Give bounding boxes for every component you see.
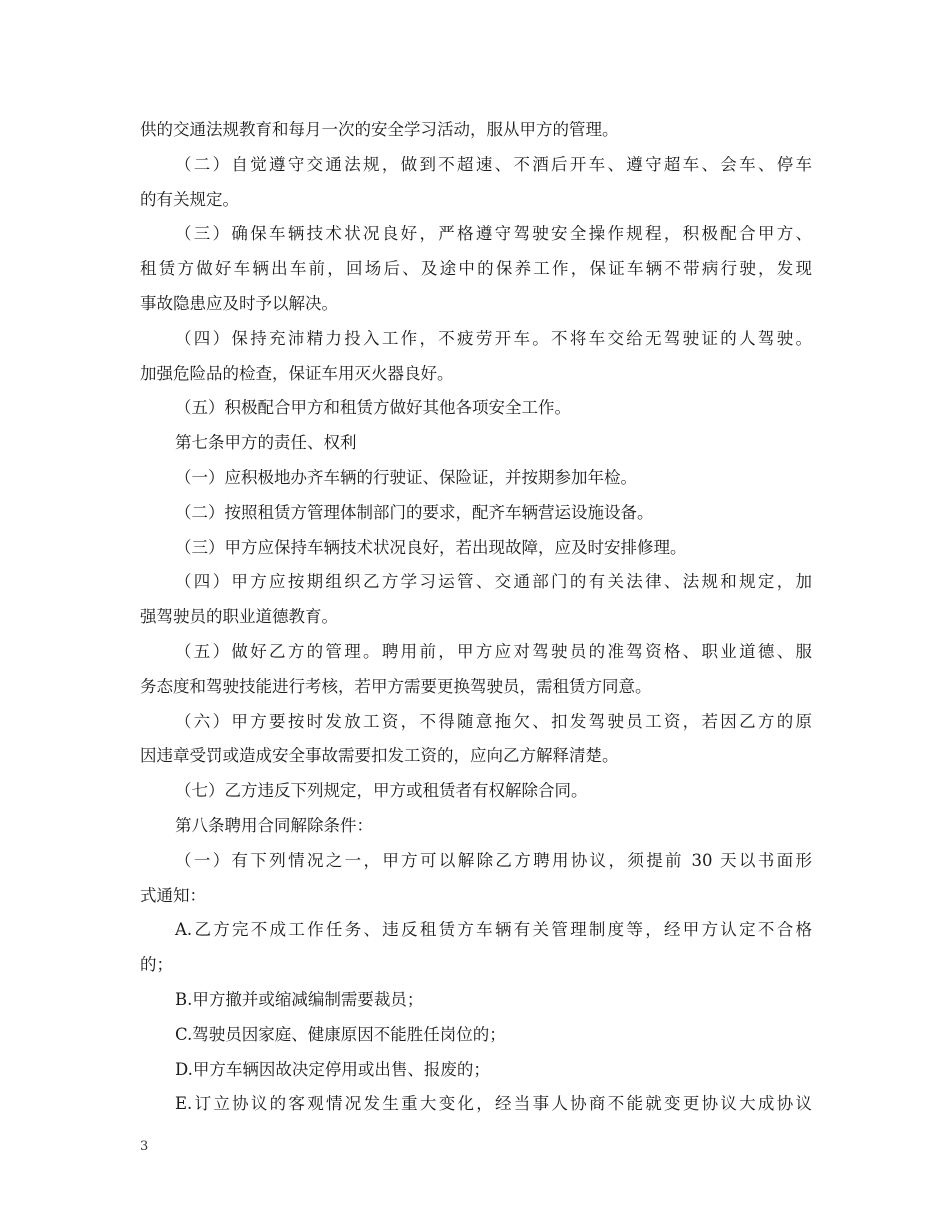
text-line: 式通知：: [140, 885, 206, 905]
text-line: 强驾驶员的职业道德教育。: [140, 607, 338, 627]
page-number: 3: [140, 1139, 149, 1154]
text-line: （五）做好乙方的管理。聘用前，甲方应对驾驶员的准驾资格、职业道德、服: [175, 641, 812, 661]
text-line: 事故隐患应及时予以解决。: [140, 293, 338, 313]
text-line: （一）有下列情况之一，甲方可以解除乙方聘用协议，须提前 30 天以书面形: [175, 850, 812, 870]
text-line: 租赁方做好车辆出车前，回场后、及途中的保养工作，保证车辆不带病行驶，发现: [140, 259, 812, 279]
text-line: 供的交通法规教育和每月一次的安全学习活动，服从甲方的管理。: [140, 120, 619, 139]
text-line: 第七条甲方的责任、权利: [175, 433, 357, 453]
text-line: D.甲方车辆因故决定停用或出售、报废的；: [175, 1059, 490, 1079]
text-line: （六）甲方要按时发放工资，不得随意拖欠、扣发驾驶员工资，若因乙方的原: [175, 711, 812, 731]
text-line: 加强危险品的检查，保证车用灭火器良好。: [140, 363, 454, 383]
text-line: （三）甲方应保持车辆技术状况良好，若出现故障，应及时安排修理。: [175, 537, 687, 557]
text-line: 务态度和驾驶技能进行考核，若甲方需要更换驾驶员，需租赁方同意。: [140, 676, 652, 696]
text-line: （二）自觉遵守交通法规，做到不超速、不酒后开车、遵守超车、会车、停车: [175, 154, 812, 174]
text-line: C.驾驶员因家庭、健康原因不能胜任岗位的；: [175, 1024, 506, 1044]
text-line: 的；: [140, 955, 173, 975]
text-line: （一）应积极地办齐车辆的行驶证、保险证，并按期参加年检。: [175, 467, 637, 487]
text-line: B.甲方撤并或缩减编制需要裁员；: [175, 989, 424, 1009]
text-line: 的有关规定。: [140, 189, 239, 209]
text-line: A.乙方完不成工作任务、违反租赁方车辆有关管理制度等，经甲方认定不合格: [175, 920, 812, 940]
text-line: 第八条聘用合同解除条件：: [175, 815, 373, 835]
text-line: E.订立协议的客观情况发生重大变化，经当事人协商不能就变更协议大成协议: [175, 1094, 812, 1114]
text-line: （三）确保车辆技术状况良好，严格遵守驾驶安全操作规程，积极配合甲方、: [175, 224, 812, 244]
text-line: （二）按照租赁方管理体制部门的要求，配齐车辆营运设施设备。: [175, 502, 654, 522]
text-line: （四）保持充沛精力投入工作，不疲劳开车。不将车交给无驾驶证的人驾驶。: [175, 328, 812, 348]
text-line: （五）积极配合甲方和租赁方做好其他各项安全工作。: [175, 398, 571, 418]
text-line: （七）乙方违反下列规定，甲方或租赁者有权解除合同。: [175, 781, 588, 801]
text-line: 因违章受罚或造成安全事故需要扣发工资的，应向乙方解释清楚。: [140, 746, 619, 766]
document-body: [140, 113, 812, 1122]
text-line: （四）甲方应按期组织乙方学习运管、交通部门的有关法律、法规和规定，加: [175, 572, 812, 592]
